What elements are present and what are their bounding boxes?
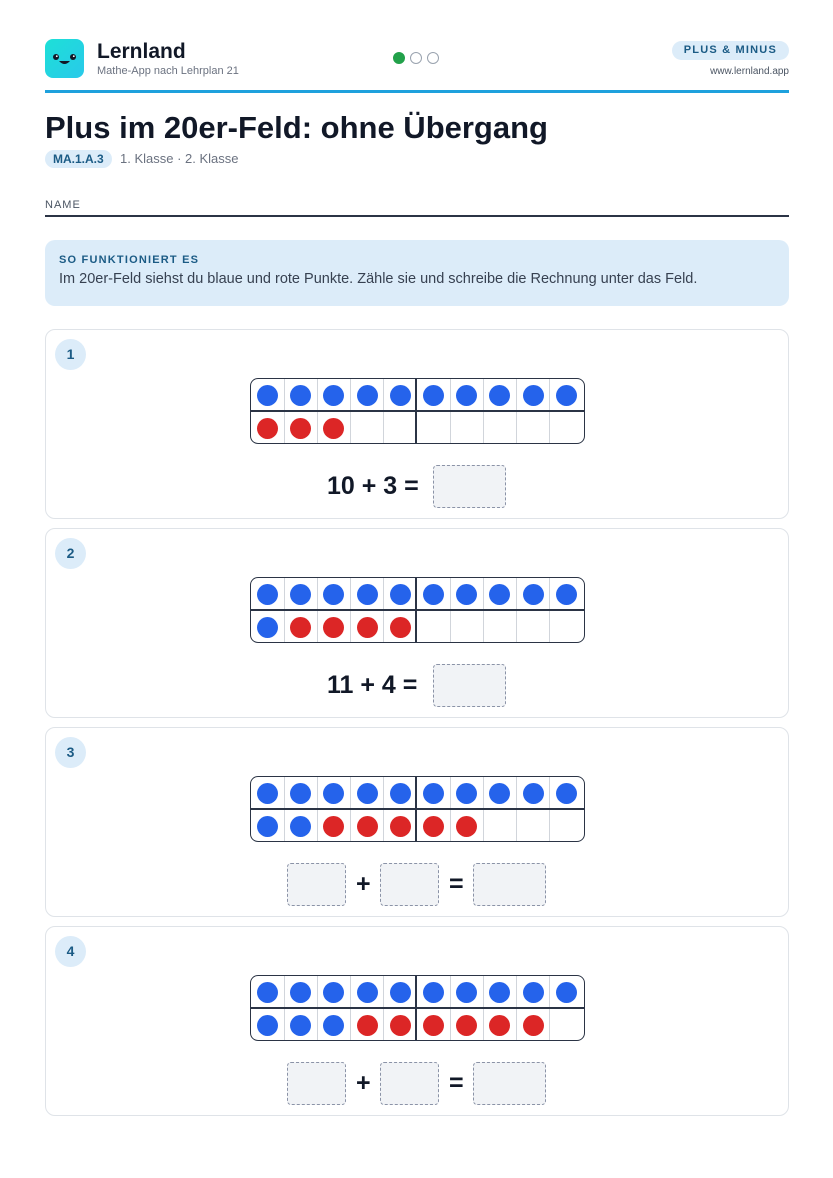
task-card xyxy=(45,727,789,917)
frame-cell xyxy=(517,1009,551,1041)
frame-cell xyxy=(517,412,551,444)
frame-cell xyxy=(550,1009,584,1041)
frame-cell xyxy=(317,976,351,1009)
frame-cell xyxy=(483,412,517,444)
blue-counter xyxy=(489,982,510,1003)
frame-cell xyxy=(417,611,451,643)
page-title: Plus im 20er-Feld: ohne Übergang xyxy=(45,110,548,145)
blue-counter xyxy=(290,584,311,605)
blue-counter xyxy=(290,1015,311,1036)
name-input-line[interactable] xyxy=(45,215,789,217)
blue-counter xyxy=(357,584,378,605)
blue-counter xyxy=(523,584,544,605)
blue-counter xyxy=(323,584,344,605)
task-number-badge: 2 xyxy=(55,538,86,569)
frame-cell xyxy=(284,976,318,1009)
progress-dot-empty xyxy=(410,52,422,64)
frame-cell xyxy=(517,976,551,1009)
progress-dot-empty xyxy=(427,52,439,64)
blue-counter xyxy=(323,385,344,406)
task-card xyxy=(45,926,789,1116)
blue-counter xyxy=(390,584,411,605)
blue-counter xyxy=(257,584,278,605)
blue-counter xyxy=(257,783,278,804)
blue-counter xyxy=(423,982,444,1003)
blue-counter xyxy=(423,584,444,605)
blue-counter xyxy=(290,783,311,804)
frame-cell xyxy=(317,611,351,643)
red-counter xyxy=(357,1015,378,1036)
frame-cell xyxy=(317,412,351,444)
red-counter xyxy=(390,617,411,638)
frame-row-divider xyxy=(251,808,584,810)
red-counter xyxy=(357,617,378,638)
blue-counter xyxy=(290,982,311,1003)
answer-box[interactable] xyxy=(433,664,506,707)
blue-counter xyxy=(523,982,544,1003)
task-number-badge: 1 xyxy=(55,339,86,370)
instructions-text: Im 20er-Feld siehst du blaue und rote Punkte. Zähle sie und schreibe die Rechnung unter das Feld. xyxy=(59,271,698,287)
blue-counter xyxy=(390,385,411,406)
frame-cell xyxy=(550,611,584,643)
answer-box[interactable] xyxy=(473,863,546,906)
frame-cell xyxy=(317,810,351,842)
blue-counter xyxy=(489,584,510,605)
frame-cell xyxy=(284,379,318,412)
frame-cell xyxy=(317,379,351,412)
red-counter xyxy=(323,816,344,837)
header-divider xyxy=(45,90,789,93)
red-counter xyxy=(456,816,477,837)
red-counter xyxy=(390,1015,411,1036)
red-counter xyxy=(290,418,311,439)
frame-cell xyxy=(284,578,318,611)
frame-cell xyxy=(417,810,451,842)
frame-cell xyxy=(251,976,285,1009)
frame-cell xyxy=(251,412,285,444)
blue-counter xyxy=(556,783,577,804)
frame-cell xyxy=(251,379,285,412)
equation-text: 11 + 4 = xyxy=(327,671,418,699)
addend-box-2[interactable] xyxy=(380,863,439,906)
frame-cell xyxy=(317,777,351,810)
frame-cell xyxy=(450,379,484,412)
twenty-frame xyxy=(250,577,585,643)
frame-cell xyxy=(251,777,285,810)
blue-counter xyxy=(489,385,510,406)
frame-cell xyxy=(450,777,484,810)
blue-counter xyxy=(523,385,544,406)
red-counter xyxy=(423,816,444,837)
blue-counter xyxy=(257,982,278,1003)
frame-cell xyxy=(550,578,584,611)
frame-cell xyxy=(317,1009,351,1041)
red-counter xyxy=(523,1015,544,1036)
frame-cell xyxy=(450,976,484,1009)
frame-cell xyxy=(351,611,385,643)
red-counter xyxy=(323,418,344,439)
frame-cell xyxy=(417,1009,451,1041)
frame-cell xyxy=(450,810,484,842)
plus-sign: + xyxy=(356,1069,371,1097)
topic-badge: PLUS & MINUS xyxy=(672,41,789,60)
blue-counter xyxy=(556,385,577,406)
frame-cell xyxy=(317,578,351,611)
blue-counter xyxy=(257,617,278,638)
blue-counter xyxy=(257,385,278,406)
answer-box[interactable] xyxy=(473,1062,546,1105)
frame-cell xyxy=(450,1009,484,1041)
curriculum-code-badge: MA.1.A.3 xyxy=(45,150,112,168)
frame-cell xyxy=(284,810,318,842)
frame-cell xyxy=(384,1009,418,1041)
frame-cell xyxy=(251,578,285,611)
frame-cell xyxy=(284,611,318,643)
blue-counter xyxy=(257,1015,278,1036)
red-counter xyxy=(423,1015,444,1036)
frame-cell xyxy=(284,412,318,444)
frame-cell xyxy=(384,412,418,444)
grade-levels: 1. Klasse · 2. Klasse xyxy=(120,151,239,166)
frame-cell xyxy=(517,578,551,611)
frame-cell xyxy=(351,976,385,1009)
blue-counter xyxy=(357,385,378,406)
brand-subtitle: Mathe-App nach Lehrplan 21 xyxy=(97,65,239,77)
progress-dot-filled xyxy=(393,52,405,64)
frame-cell xyxy=(517,777,551,810)
blue-counter xyxy=(257,816,278,837)
equals-sign: = xyxy=(449,1069,464,1097)
website-url: www.lernland.app xyxy=(710,66,789,77)
blue-counter xyxy=(323,1015,344,1036)
red-counter xyxy=(290,617,311,638)
task-number-badge: 4 xyxy=(55,936,86,967)
name-label: NAME xyxy=(45,199,81,211)
frame-row-divider xyxy=(251,609,584,611)
blue-counter xyxy=(556,584,577,605)
frame-cell xyxy=(284,1009,318,1041)
frame-cell xyxy=(384,611,418,643)
frame-cell xyxy=(251,611,285,643)
addend-box-2[interactable] xyxy=(380,1062,439,1105)
twenty-frame xyxy=(250,378,585,444)
frame-cell xyxy=(483,379,517,412)
frame-cell xyxy=(517,379,551,412)
frame-cell xyxy=(550,379,584,412)
instructions-box xyxy=(45,240,789,306)
frame-cell xyxy=(550,976,584,1009)
frame-cell xyxy=(351,412,385,444)
frame-cell xyxy=(550,777,584,810)
blue-counter xyxy=(456,584,477,605)
red-counter xyxy=(357,816,378,837)
blue-counter xyxy=(357,783,378,804)
frame-cell xyxy=(417,379,451,412)
task-number-badge: 3 xyxy=(55,737,86,768)
frame-cell xyxy=(483,810,517,842)
frame-cell xyxy=(483,578,517,611)
progress-dots xyxy=(393,52,439,64)
frame-cell xyxy=(483,1009,517,1041)
frame-cell xyxy=(251,810,285,842)
frame-cell xyxy=(351,578,385,611)
frame-cell xyxy=(450,412,484,444)
frame-cell xyxy=(517,611,551,643)
blue-counter xyxy=(456,982,477,1003)
frame-row-divider xyxy=(251,1007,584,1009)
frame-cell xyxy=(384,379,418,412)
frame-cell xyxy=(483,976,517,1009)
red-counter xyxy=(390,816,411,837)
addend-box-1[interactable] xyxy=(287,1062,346,1105)
red-counter xyxy=(257,418,278,439)
frame-row-divider xyxy=(251,410,584,412)
blue-counter xyxy=(423,385,444,406)
blue-counter xyxy=(556,982,577,1003)
blue-counter xyxy=(456,783,477,804)
frame-cell xyxy=(351,379,385,412)
brand-name: Lernland xyxy=(97,40,186,63)
frame-cell xyxy=(384,777,418,810)
frame-cell xyxy=(450,578,484,611)
twenty-frame xyxy=(250,776,585,842)
blue-counter xyxy=(290,816,311,837)
plus-sign: + xyxy=(356,870,371,898)
equals-sign: = xyxy=(449,870,464,898)
blue-counter xyxy=(423,783,444,804)
twenty-frame xyxy=(250,975,585,1041)
frame-cell xyxy=(517,810,551,842)
frame-cell xyxy=(483,777,517,810)
blue-counter xyxy=(290,385,311,406)
blue-counter xyxy=(489,783,510,804)
task-card xyxy=(45,528,789,718)
blue-counter xyxy=(323,982,344,1003)
red-counter xyxy=(489,1015,510,1036)
frame-cell xyxy=(450,611,484,643)
frame-cell xyxy=(417,976,451,1009)
lernland-logo-icon xyxy=(45,39,84,78)
red-counter xyxy=(456,1015,477,1036)
addend-box-1[interactable] xyxy=(287,863,346,906)
frame-cell xyxy=(417,578,451,611)
blue-counter xyxy=(390,783,411,804)
red-counter xyxy=(323,617,344,638)
frame-cell xyxy=(384,810,418,842)
frame-cell xyxy=(550,412,584,444)
blue-counter xyxy=(357,982,378,1003)
answer-box[interactable] xyxy=(433,465,506,508)
frame-cell xyxy=(483,611,517,643)
instructions-title: SO FUNKTIONIERT ES xyxy=(59,254,200,266)
blue-counter xyxy=(456,385,477,406)
blue-counter xyxy=(523,783,544,804)
frame-cell xyxy=(251,1009,285,1041)
header xyxy=(45,39,789,79)
task-card xyxy=(45,329,789,519)
frame-cell xyxy=(417,777,451,810)
frame-cell xyxy=(284,777,318,810)
frame-cell xyxy=(351,1009,385,1041)
blue-counter xyxy=(323,783,344,804)
frame-cell xyxy=(550,810,584,842)
frame-cell xyxy=(384,578,418,611)
frame-cell xyxy=(417,412,451,444)
frame-cell xyxy=(351,810,385,842)
frame-cell xyxy=(384,976,418,1009)
frame-cell xyxy=(351,777,385,810)
blue-counter xyxy=(390,982,411,1003)
equation-text: 10 + 3 = xyxy=(327,472,419,500)
